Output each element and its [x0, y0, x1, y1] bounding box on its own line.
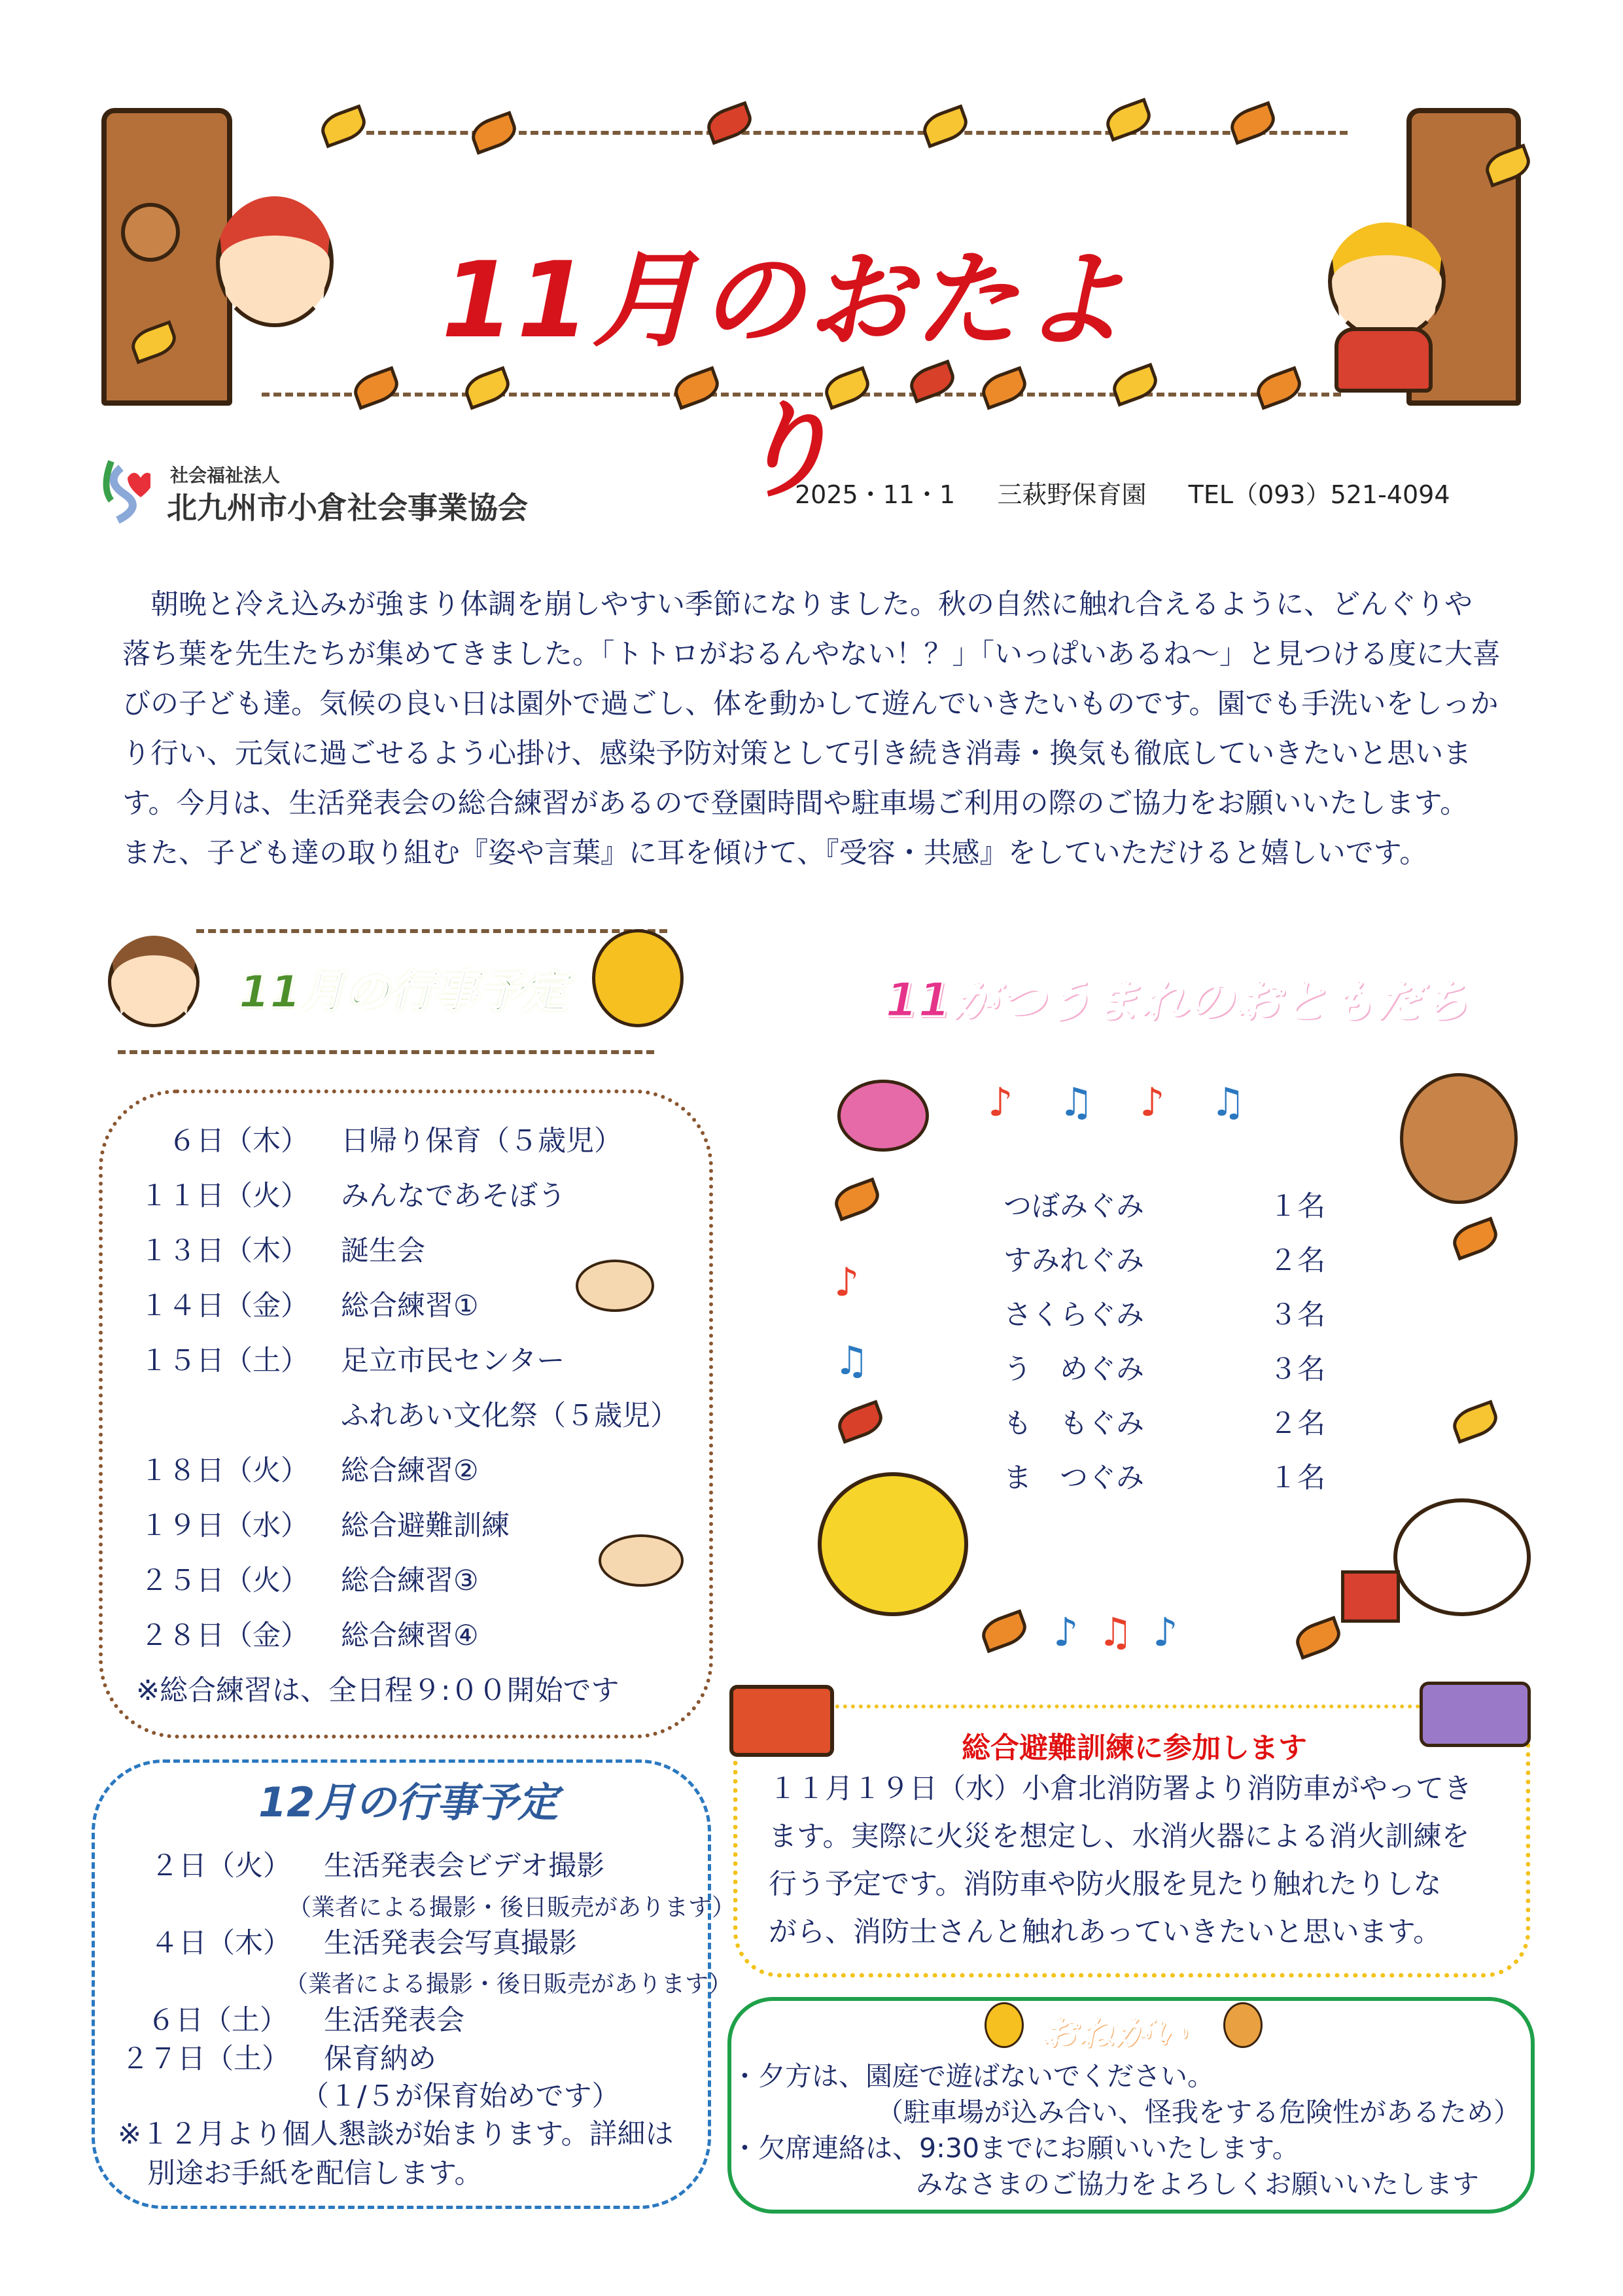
fire-drill-heading: 総合避難訓練に参加します	[962, 1731, 1307, 1765]
child-leaves-illustration	[985, 2002, 1024, 2048]
event-date: １５日（土）	[140, 1345, 309, 1377]
class-count: １名	[1269, 1462, 1325, 1494]
event-name: 日帰り保育（５歳児）	[341, 1125, 622, 1157]
intro-line: す。今月は、生活発表会の総合練習があるので登園時間や駐車場ご利用の際のご協力をお願いいたします。	[122, 787, 1469, 820]
owl-mask-child-illustration	[592, 929, 684, 1027]
dec-events-heading: 12月の行事予定	[258, 1778, 559, 1826]
divider	[118, 1050, 654, 1054]
event-name: ふれあい文化祭（５歳児）	[341, 1400, 678, 1432]
child-illustration	[108, 936, 200, 1027]
music-notes: ♪ ♫	[834, 1260, 869, 1384]
event-sub: （業者による撮影・後日販売があります）	[288, 1894, 736, 1921]
class-count: ２名	[1269, 1407, 1325, 1440]
leaf-icon	[977, 1609, 1031, 1653]
leaf-icon	[1448, 1400, 1502, 1443]
event-date: １１日（火）	[140, 1180, 309, 1212]
tree-knot	[121, 203, 180, 262]
class-name: さくらぐみ	[1003, 1299, 1144, 1332]
event-name: みんなであそぼう	[341, 1180, 566, 1212]
leaf-icon	[833, 1400, 887, 1443]
org-type: 社会福祉法人	[170, 465, 281, 486]
event-name: 総合練習④	[341, 1619, 479, 1652]
event-date: ６日（土）	[147, 2004, 288, 2037]
nov-events-heading: 11月の行事予定	[239, 966, 568, 1018]
birthdays-heading: 11がつうまれのおともだち	[885, 972, 1469, 1027]
request-reason: （駐車場が込み合い、怪我をする危険性があるため）	[877, 2096, 1520, 2128]
request-closing: みなさまのご協力をよろしくお願いいたします	[916, 2168, 1479, 2200]
event-sub: （業者による撮影・後日販売があります）	[285, 1971, 733, 1998]
leaf-icon	[1291, 1616, 1345, 1659]
owl-illustration	[1400, 1073, 1518, 1204]
gift-icon	[1341, 1570, 1400, 1623]
intro-paragraph	[122, 580, 1526, 878]
dec-note: 別途お手紙を配信します。	[147, 2157, 483, 2190]
leaf-icon	[1252, 366, 1306, 410]
class-name: ま つぐみ	[1003, 1462, 1144, 1494]
children-illustration	[599, 1534, 684, 1587]
drill-line: がら、消防士さんと触れあっていきたいと思います。	[769, 1916, 1442, 1949]
school-name: 三萩野保育園	[997, 480, 1147, 509]
class-name: つぼみぐみ	[1003, 1190, 1144, 1223]
leaf-icon	[1102, 97, 1155, 141]
org-logo-icon	[98, 455, 150, 527]
event-date: ６日（木）	[140, 1125, 309, 1157]
child-left-face	[216, 196, 334, 327]
leaf-icon	[467, 111, 521, 154]
animals-leaves-illustration	[1223, 2002, 1263, 2048]
leaf-icon	[349, 366, 403, 410]
leaf-icon	[1448, 1216, 1502, 1260]
event-date: ２５日（火）	[140, 1564, 309, 1597]
intro-line: 落ち葉を先生たちが集めてきました。「トトロがおるんやない！？」「いっぱいあるね～」と見つける度に大喜	[122, 638, 1501, 671]
class-count: ３名	[1269, 1299, 1325, 1332]
request-item: ・夕方は、園庭で遊ばないでください。	[731, 2060, 1214, 2092]
newsletter-title: 11月のおたより	[441, 239, 1129, 512]
event-date: １９日（水）	[140, 1510, 309, 1542]
fox-illustration	[818, 1472, 968, 1616]
issue-date: 2025・11・1	[795, 480, 956, 509]
fire-truck-illustration	[729, 1685, 834, 1757]
intro-line: 朝晩と冷え込みが強まり体調を崩しやすい季節になりました。秋の自然に触れ合えるように、どんぐりや	[122, 588, 1473, 621]
header-info	[795, 474, 1450, 510]
requests-heading: おねがい	[1040, 2011, 1187, 2054]
event-date: ４日（木）	[150, 1927, 291, 1960]
event-date: １３日（木）	[140, 1235, 309, 1267]
leaf-icon	[1226, 101, 1280, 145]
children-illustration	[576, 1260, 654, 1312]
dec-note: ※１２月より個人懇談が始まります。詳細は	[118, 2118, 674, 2151]
drill-line: 行う予定です。消防車や防火服を見たり触れたりしな	[769, 1868, 1442, 1901]
event-note: ※総合練習は、全日程９:００開始です	[136, 1674, 620, 1707]
child-right-body	[1335, 327, 1433, 393]
intro-line: また、子ども達の取り組む『姿や言葉』に耳を傾けて、『受容・共感』をしていただけると嬉しいです。	[122, 837, 1428, 870]
leaf-icon	[317, 104, 370, 148]
event-date: １４日（金）	[140, 1290, 309, 1322]
event-name: 総合練習①	[341, 1290, 479, 1322]
event-name: 生活発表会写真撮影	[324, 1927, 577, 1960]
class-count: ３名	[1269, 1353, 1325, 1386]
music-notes: ♪♫♪	[1053, 1610, 1198, 1655]
tree-left	[101, 108, 232, 406]
leaf-icon	[918, 104, 972, 148]
bird-illustration	[837, 1080, 929, 1152]
class-name: すみれぐみ	[1003, 1245, 1144, 1277]
rabbit-illustration	[1393, 1498, 1531, 1616]
drill-line: ます。実際に火災を想定し、水消火器による消火訓練を	[769, 1820, 1470, 1853]
event-name: 誕生会	[341, 1235, 425, 1267]
org-name: 北九州市小倉社会事業協会	[167, 490, 528, 525]
leaf-icon	[703, 101, 756, 145]
leaf-icon	[830, 1177, 884, 1221]
event-date: ２７日（土）	[121, 2043, 290, 2075]
class-name: も もぐみ	[1003, 1407, 1144, 1440]
event-name: 総合練習②	[341, 1455, 479, 1487]
event-name: 総合避難訓練	[341, 1510, 510, 1542]
event-name: 保育納め	[324, 2043, 436, 2075]
event-date: ２日（火）	[150, 1850, 291, 1882]
class-count: １名	[1269, 1190, 1325, 1223]
divider	[196, 929, 667, 933]
intro-line: り行い、元気に過ごせるよう心掛け、感染予防対策として引き続き消毒・換気も徹底していきたいと思いま	[122, 737, 1472, 770]
event-name: 足立市民センター	[341, 1345, 565, 1377]
intro-line: びの子ども達。気候の良い日は園外で過ごし、体を動かして遊んでいきたいものです。園でも手洗いをしっか	[122, 688, 1499, 720]
drill-line: １１月１９日（水）小倉北消防署より消防車がやってき	[769, 1773, 1472, 1805]
event-date: １８日（火）	[140, 1455, 309, 1487]
event-name: 総合練習③	[341, 1564, 479, 1597]
request-item: ・欠席連絡は、9:30までにお願いいたします。	[731, 2132, 1299, 2164]
event-name: 生活発表会	[324, 2004, 464, 2037]
class-name: う めぐみ	[1003, 1353, 1144, 1386]
music-notes: ♪♫♪♫	[988, 1080, 1292, 1125]
event-date: ２８日（金）	[140, 1619, 309, 1652]
emergency-kit-illustration	[1420, 1682, 1531, 1747]
event-sub: （１/５が保育始めです）	[301, 2080, 620, 2113]
class-count: ２名	[1269, 1245, 1325, 1277]
phone-number: TEL（093）521-4094	[1188, 480, 1450, 509]
event-name: 生活発表会ビデオ撮影	[324, 1850, 605, 1882]
child-right-face	[1328, 222, 1446, 340]
